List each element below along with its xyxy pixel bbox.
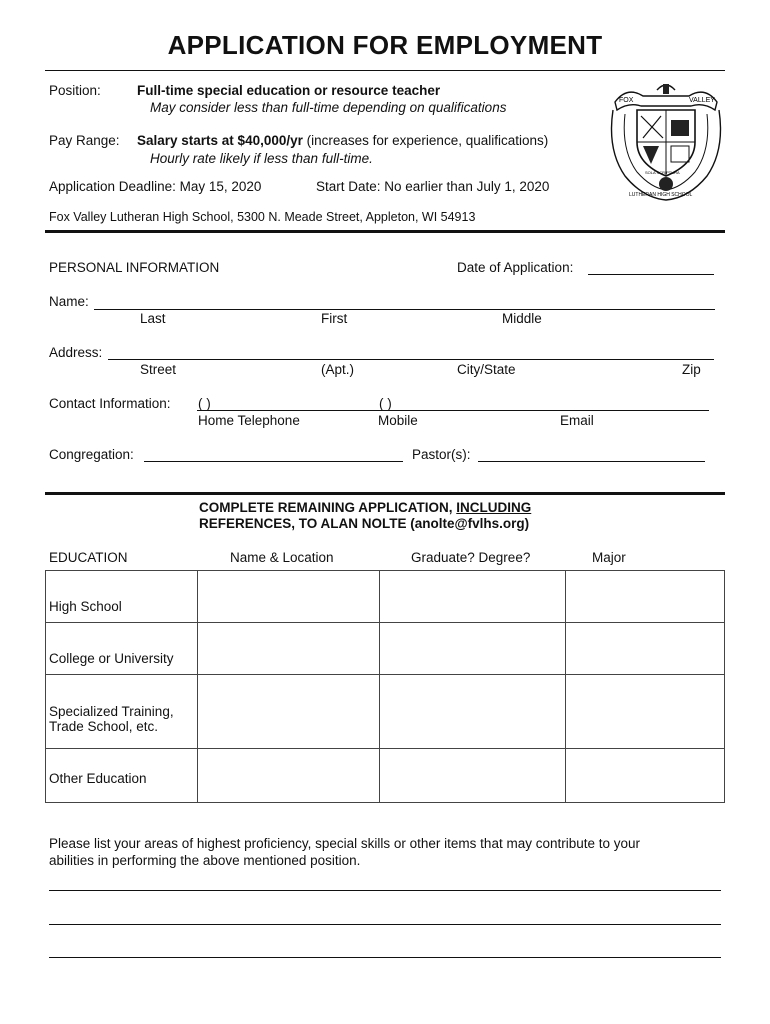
cell-graduate-degree[interactable] — [379, 675, 566, 749]
pay-bold: Salary starts at $40,000/yr — [137, 133, 303, 148]
section-divider-thick — [45, 230, 725, 233]
contact-field[interactable] — [197, 410, 709, 411]
notice-line2: REFERENCES, TO ALAN NOLTE (anolte@fvlhs.org) — [199, 516, 530, 531]
date-field[interactable] — [588, 274, 714, 275]
page-title: APPLICATION FOR EMPLOYMENT — [167, 30, 603, 60]
mobile-area-code: ( ) — [379, 396, 392, 411]
address-field[interactable] — [108, 359, 714, 360]
cell-graduate-degree[interactable] — [379, 623, 566, 675]
name-middle: Middle — [502, 311, 542, 326]
col-name-location: Name & Location — [230, 550, 334, 565]
pastor-field[interactable] — [478, 461, 705, 462]
seal-top-right: VALLEY — [689, 97, 715, 104]
skills-answer-line[interactable] — [49, 957, 721, 958]
addr-apt: (Apt.) — [321, 362, 355, 377]
cell-graduate-degree[interactable] — [379, 571, 566, 623]
start-date: Start Date: No earlier than July 1, 2020 — [316, 179, 550, 194]
school-seal-logo — [607, 80, 725, 202]
table-row — [46, 749, 725, 803]
row-label: Other Education — [46, 749, 198, 803]
address-label: Address: — [49, 345, 103, 360]
mobile: Mobile — [378, 413, 418, 428]
cell-name-location[interactable] — [197, 571, 379, 623]
position-note: May consider less than full-time depending on qualifications — [150, 100, 507, 115]
application-deadline: Application Deadline: May 15, 2020 — [49, 179, 262, 194]
pay-range — [137, 133, 548, 148]
notice-line1-a: COMPLETE REMAINING APPLICATION, — [199, 500, 457, 515]
table-row — [46, 571, 725, 623]
skills-answer-line[interactable] — [49, 924, 721, 925]
section-divider-thick-2 — [45, 492, 725, 495]
name-last: Last — [140, 311, 166, 326]
addr-zip: Zip — [682, 362, 701, 377]
title-divider — [45, 70, 725, 71]
position-label: Position: — [49, 83, 101, 98]
row-label: College or University — [46, 623, 198, 675]
notice-line1 — [199, 500, 531, 515]
seal-bottom: LUTHERAN HIGH SCHOOL — [629, 192, 693, 198]
skills-prompt-line2: abilities in performing the above mentioned position. — [49, 853, 361, 868]
name-label: Name: — [49, 294, 89, 309]
cell-name-location[interactable] — [197, 749, 379, 803]
name-first: First — [321, 311, 348, 326]
pay-label: Pay Range: — [49, 133, 120, 148]
position-value: Full-time special education or resource teacher — [137, 83, 441, 98]
cell-name-location[interactable] — [197, 623, 379, 675]
addr-street: Street — [140, 362, 177, 377]
congregation-label: Congregation: — [49, 447, 134, 462]
pay-rest: (increases for experience, qualifications) — [302, 133, 549, 148]
seal-motto: SOLA SCRIPTURA — [645, 170, 680, 175]
skills-prompt-line1: Please list your areas of highest proficiency, special skills or other items that may contribute to your — [49, 836, 641, 851]
education-table — [45, 570, 725, 803]
cell-name-location[interactable] — [197, 675, 379, 749]
cell-graduate-degree[interactable] — [379, 749, 566, 803]
email: Email — [560, 413, 594, 428]
cell-major[interactable] — [566, 571, 725, 623]
pastor-label: Pastor(s): — [412, 447, 471, 462]
table-row — [46, 623, 725, 675]
cell-major[interactable] — [566, 749, 725, 803]
name-field[interactable] — [94, 309, 715, 310]
seal-top-left: FOX — [619, 97, 634, 104]
table-row — [46, 675, 725, 749]
home-area-code: ( ) — [198, 396, 211, 411]
personal-heading: PERSONAL INFORMATION — [49, 260, 220, 275]
row-label: Specialized Training, Trade School, etc. — [46, 675, 198, 749]
pay-note: Hourly rate likely if less than full-time. — [150, 151, 373, 166]
home-telephone: Home Telephone — [198, 413, 300, 428]
row-label: High School — [46, 571, 198, 623]
col-major: Major — [592, 550, 626, 565]
congregation-field[interactable] — [144, 461, 403, 462]
notice-line1-b: INCLUDING — [456, 500, 532, 515]
col-graduate-degree: Graduate? Degree? — [411, 550, 531, 565]
addr-city: City/State — [457, 362, 516, 377]
school-address: Fox Valley Lutheran High School, 5300 N. Meade Street, Appleton, WI 54913 — [49, 210, 476, 224]
skills-answer-line[interactable] — [49, 890, 721, 891]
cell-major[interactable] — [566, 675, 725, 749]
education-heading: EDUCATION — [49, 550, 128, 565]
cell-major[interactable] — [566, 623, 725, 675]
contact-label: Contact Information: — [49, 396, 171, 411]
date-label: Date of Application: — [457, 260, 574, 275]
